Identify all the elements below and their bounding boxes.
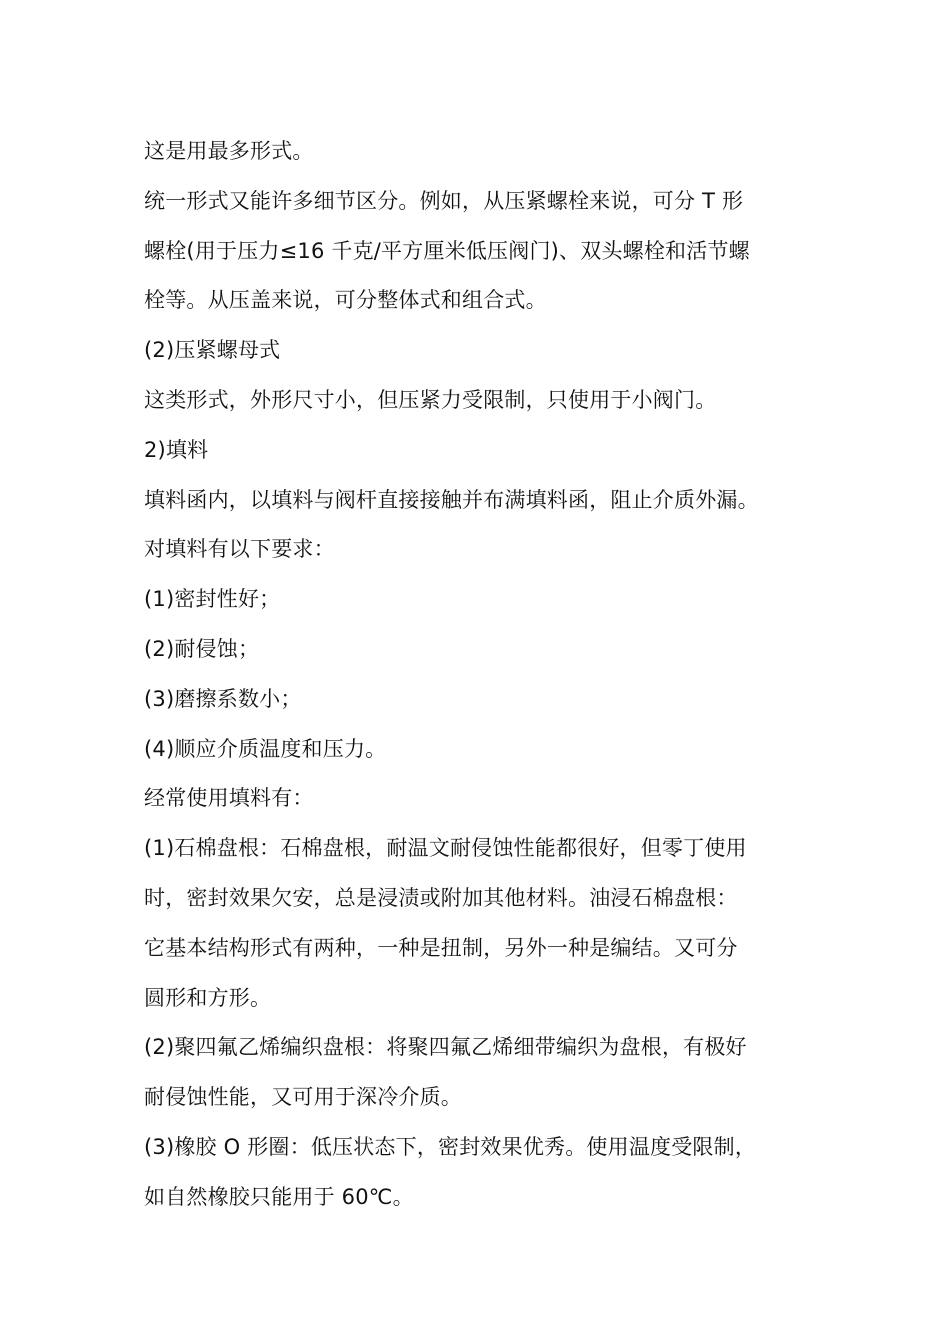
text-line: 圆形和方形。 — [144, 985, 272, 1010]
text-line: 栓等。从压盖来说，可分整体式和组合式。 — [144, 288, 547, 313]
text-line: 统一形式又能许多细节区分。例如，从压紧螺栓来说，可分 T 形 — [144, 188, 744, 213]
list-item: (1)石棉盘根：石棉盘根，耐温文耐侵蚀性能都很好，但零丁使用 — [144, 836, 747, 861]
text-line: 如自然橡胶只能用于 60℃。 — [144, 1184, 414, 1209]
section-heading: (2)压紧螺母式 — [144, 338, 281, 363]
text-line: 耐侵蚀性能，又可用于深冷介质。 — [144, 1085, 462, 1110]
list-item: (3)磨擦系数小； — [144, 686, 302, 711]
document-body — [144, 127, 824, 1223]
list-item: (1)密封性好； — [144, 587, 281, 612]
text-line: 这类形式，外形尺寸小，但压紧力受限制，只使用于小阀门。 — [144, 387, 717, 412]
text-line: 这是用最多形式。 — [144, 139, 314, 163]
text-line: 螺栓(用于压力≤16 千克/平方厘米低压阀门)、双头螺栓和活节螺 — [144, 238, 750, 263]
text-line: 填料函内，以填料与阀杆直接接触并布满填料函，阻止介质外漏。 — [144, 487, 759, 512]
list-item: (2)耐侵蚀； — [144, 636, 260, 661]
text-line: 对填料有以下要求： — [144, 537, 335, 562]
text-line: 时，密封效果欠安，总是浸渍或附加其他材料。油浸石棉盘根： — [144, 885, 738, 910]
text-line: 它基本结构形式有两种，一种是扭制，另外一种是编结。又可分 — [144, 935, 738, 960]
section-heading: 2)填料 — [144, 437, 209, 462]
list-item: (3)橡胶 O 形圈：低压状态下，密封效果优秀。使用温度受限制， — [144, 1134, 757, 1159]
text-line: 经常使用填料有： — [144, 786, 314, 811]
list-item: (2)聚四氟乙烯编织盘根：将聚四氟乙烯细带编织为盘根，有极好 — [144, 1035, 747, 1060]
list-item: (4)顺应介质温度和压力。 — [144, 736, 387, 761]
